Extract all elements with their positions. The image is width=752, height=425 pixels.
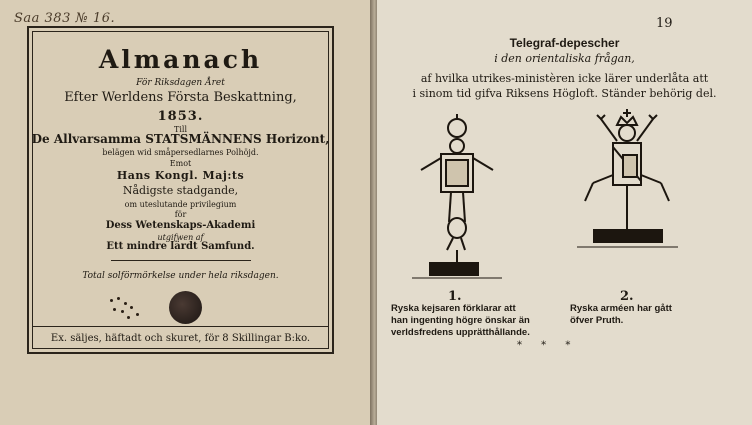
figure-1-caption-line-3: verldsfredens upprätthållande. [391,327,530,338]
right-page [377,0,752,425]
statesmen-line: De Allvarsamma STATSMÄNNENS Horizont, [31,132,330,146]
seal-stamp [169,291,202,324]
price-footer: Ex. säljes, häftadt och skuret, för 8 Skillingar B:ko. [50,333,311,344]
body-line-1: af hvilka utrikes-ministèren icke lärer underlåta att [420,72,709,85]
eclipse-line: Total solförmörkelse under hela riksdagen. [82,271,279,281]
handwritten-note: Saa 383 № 16. [14,11,116,26]
academy-line: Dess Wetenskaps-Akademi [105,220,256,231]
figure-2-caption-line-1: Ryska arméen har gått [570,303,672,314]
telegraph-title: Telegraf-depescher [509,36,620,50]
figure-1-caption-line-1: Ryska kejsaren förklarar att [391,303,516,314]
figure-2-caption-line-2: öfver Pruth. [570,315,624,326]
closing-stars: * * * [517,340,579,351]
footer-rule [33,326,328,327]
privilegium-line: om uteslutande privilegium [124,200,237,209]
polhojd-line: belägen wid småpersedlarnes Polhöjd. [102,148,259,157]
divider-rule [111,260,251,261]
line-emot: Emot [169,159,192,168]
title-frame [27,26,334,354]
figure-1-illustration [407,110,507,285]
subtitle-line-2: Efter Werldens Första Beskattning, [64,90,297,105]
body-line-2: i sinom tid gifva Riksens Högloft. Ständer behörig del. [412,87,717,100]
figure-2-number: 2. [620,289,634,304]
ink-dots [108,296,148,321]
page-number: 19 [656,16,673,31]
year: 1853. [157,109,204,124]
figure-1-number: 1. [448,289,462,304]
majesty-line: Hans Kongl. Maj:ts [116,169,245,182]
figure-1-caption-line-2: han ingenting högre önskar än [391,315,530,326]
almanach-title: Almanach [98,45,263,74]
subtitle-line-1: För Riksdagen Året [136,78,225,88]
line-till: Till [173,125,187,134]
published-by-line: utgifwen af [157,233,204,242]
figure-2-illustration [575,105,680,265]
figure-1-caption [391,303,530,339]
stadgande-line: Nådigste stadgande, [122,184,239,197]
line-for: för [174,210,187,219]
telegraph-subtitle: i den orientaliska frågan, [494,52,635,65]
society-line: Ett mindre lärdt Samfund. [106,241,255,252]
left-page [0,0,372,425]
figure-2-caption [570,303,672,327]
